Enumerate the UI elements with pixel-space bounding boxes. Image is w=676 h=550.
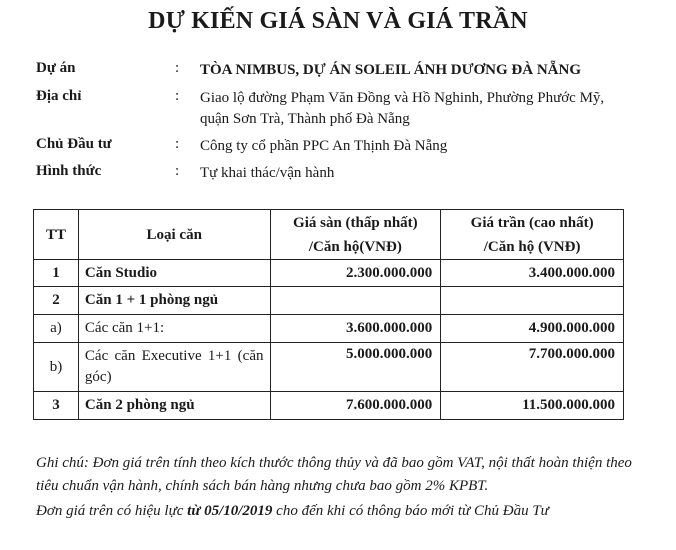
table-row	[34, 260, 624, 287]
note-pricing: Ghi chú: Đơn giá trên tính theo kích thước thông thủy và đã bao gồm VAT, nội thất hoàn thiện theo tiêu chuẩn vận hành, chính sách bán hàng nhưng chưa bao gồm 2% KPBT.	[36, 455, 632, 494]
project-label: Dự án	[36, 60, 76, 76]
header-floor-line1: Giá sàn (thấp nhất)	[293, 214, 418, 231]
row-type: Các căn Executive 1+1 (căn góc)	[78, 343, 270, 392]
header-floor-line2: /Căn hộ(VNĐ)	[308, 238, 402, 255]
investor-label: Chủ Đầu tư	[36, 136, 112, 152]
header-floor-price	[270, 210, 441, 260]
project-value: TÒA NIMBUS, DỰ ÁN SOLEIL ÁNH DƯƠNG ĐÀ NẴNG	[200, 62, 582, 78]
colon: :	[175, 88, 180, 104]
colon: :	[175, 163, 180, 179]
header-type: Loại căn	[78, 210, 270, 260]
price-table	[33, 209, 624, 420]
row-tt: a)	[34, 315, 79, 343]
colon: :	[175, 60, 180, 76]
header-ceiling-price	[441, 210, 624, 260]
form-value: Tự khai thác/vận hành	[200, 165, 335, 181]
address-value	[200, 88, 650, 130]
row-ceiling-price	[441, 287, 624, 315]
row-tt: 3	[34, 392, 79, 420]
header-ceil-line1: Giá trần (cao nhất)	[470, 214, 594, 231]
row-tt: 2	[34, 287, 79, 315]
address-line1: Giao lộ đường Phạm Văn Đồng và Hồ Nghinh, Phường Phước Mỹ,	[200, 90, 605, 106]
row-type: Các căn 1+1:	[78, 315, 270, 343]
row-tt: b)	[34, 343, 79, 392]
address-label: Địa chỉ	[36, 88, 82, 104]
investor-value: Công ty cổ phần PPC An Thịnh Đà Nẵng	[200, 138, 448, 154]
row-ceiling-price: 11.500.000.000	[441, 392, 624, 420]
row-type: Căn 2 phòng ngủ	[78, 392, 270, 420]
row-floor-price: 5.000.000.000	[270, 343, 441, 392]
row-type: Căn Studio	[78, 260, 270, 287]
form-label: Hình thức	[36, 163, 102, 179]
row-ceiling-price: 7.700.000.000	[441, 343, 624, 392]
row-floor-price	[270, 287, 441, 315]
row-ceiling-price: 4.900.000.000	[441, 315, 624, 343]
header-ceil-line2: /Căn hộ (VNĐ)	[483, 238, 581, 255]
note-validity-suffix: cho đến khi có thông báo mới từ Chủ Đầu Tư	[272, 503, 549, 519]
note-validity-date: từ 05/10/2019	[187, 503, 273, 519]
note-validity	[36, 500, 646, 523]
note-validity-prefix: Đơn giá trên có hiệu lực	[36, 503, 188, 519]
row-type: Căn 1 + 1 phòng ngủ	[78, 287, 270, 315]
header-tt: TT	[34, 210, 79, 260]
row-floor-price: 7.600.000.000	[270, 392, 441, 420]
row-floor-price: 2.300.000.000	[270, 260, 441, 287]
row-ceiling-price: 3.400.000.000	[441, 260, 624, 287]
row-floor-price: 3.600.000.000	[270, 315, 441, 343]
address-line2: quận Sơn Trà, Thành phố Đà Nẵng	[200, 111, 410, 127]
document-title: DỰ KIẾN GIÁ SÀN VÀ GIÁ TRẦN	[148, 8, 528, 34]
table-row	[34, 343, 624, 392]
table-header-row	[34, 210, 624, 260]
table-row	[34, 287, 624, 315]
colon: :	[175, 136, 180, 152]
row-tt: 1	[34, 260, 79, 287]
table-row	[34, 392, 624, 420]
table-row	[34, 315, 624, 343]
